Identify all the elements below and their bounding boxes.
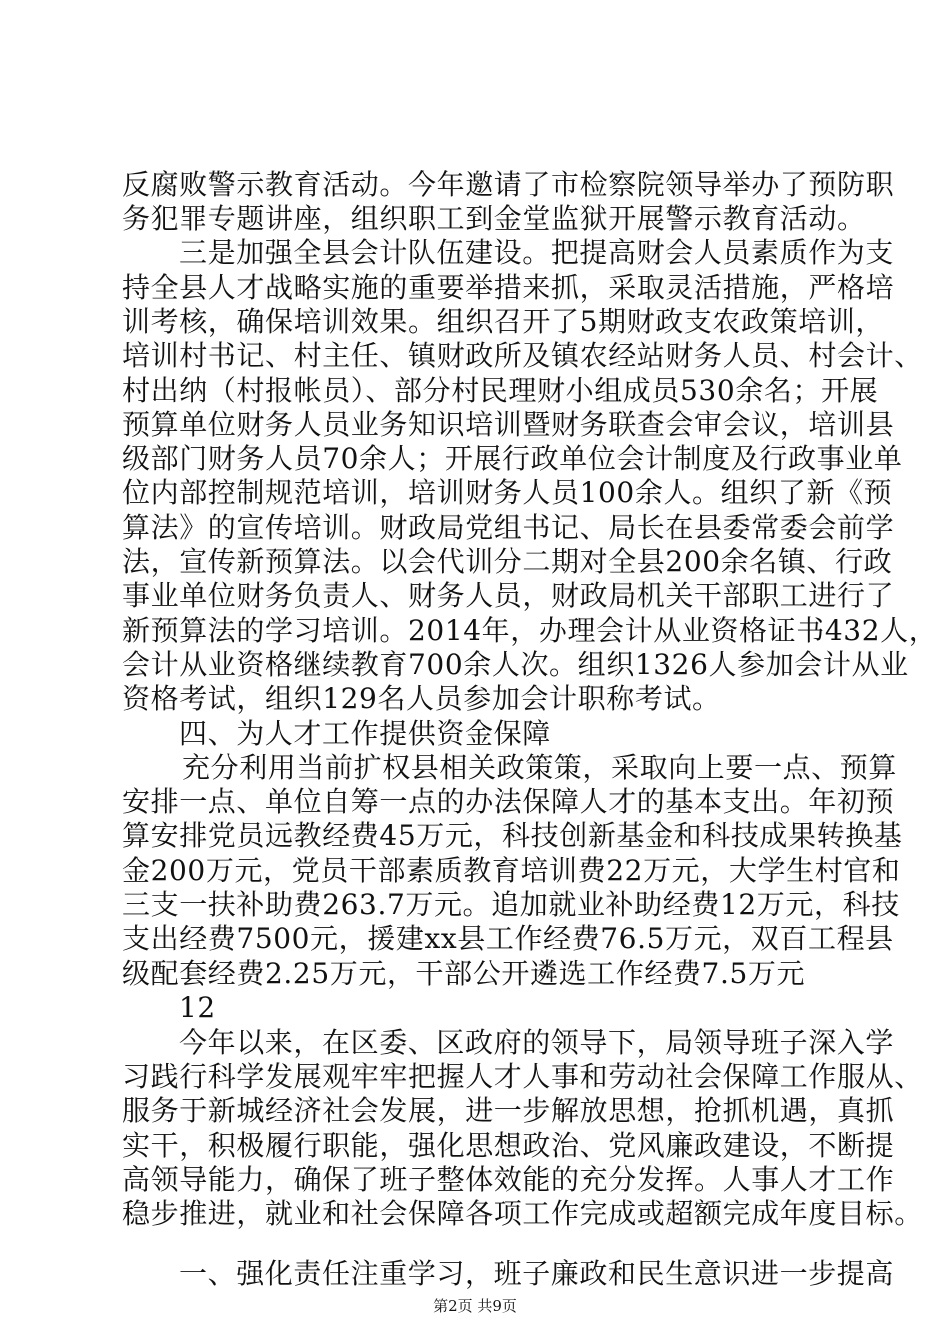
section-heading: 一、强化责任注重学习，班子廉政和民生意识进一步提高	[179, 1257, 895, 1290]
text-line: 新预算法的学习培训。2014年，办理会计从业资格证书432人，	[122, 614, 938, 647]
text-line: 培训村书记、村主任、镇财政所及镇农经站财务人员、村会计、	[122, 339, 923, 372]
text-line: 三支一扶补助费263.7万元。追加就业补助经费12万元，科技	[122, 888, 900, 921]
text-line: 级部门财务人员70余人；开展行政单位会计制度及行政事业单	[122, 442, 903, 475]
text-line: 高领导能力，确保了班子整体效能的充分发挥。人事人才工作	[122, 1163, 895, 1196]
text-line: 金200万元，党员干部素质教育培训费22万元，大学生村官和	[122, 854, 901, 887]
text-line: 安排一点、单位自筹一点的办法保障人才的基本支出。年初预	[122, 785, 895, 818]
number-line: 12	[179, 991, 216, 1024]
section-heading: 四、为人才工作提供资金保障	[179, 717, 551, 750]
text-line: 预算单位财务人员业务知识培训暨财务联查会审会议，培训县	[122, 408, 895, 441]
text-line: 事业单位财务负责人、财务人员，财政局机关干部职工进行了	[122, 579, 895, 612]
text-line: 法，宣传新预算法。以会代训分二期对全县200余名镇、行政	[122, 545, 893, 578]
text-line: 习践行科学发展观牢牢把握人才人事和劳动社会保障工作服从、	[122, 1060, 923, 1093]
text-line: 实干，积极履行职能，强化思想政治、党风廉政建设，不断提	[122, 1129, 895, 1162]
text-line: 支出经费7500元，援建xx县工作经费76.5万元，双百工程县	[122, 922, 894, 955]
text-line: 三是加强全县会计队伍建设。把提高财会人员素质作为支	[179, 236, 895, 269]
page-footer: 第2页 共9页	[433, 1297, 517, 1315]
text-line: 资格考试，组织129名人员参加会计职称考试。	[122, 682, 721, 715]
text-line: 训考核，确保培训效果。组织召开了5期财政支农政策培训，	[122, 305, 885, 338]
text-line: 会计从业资格继续教育700余人次。组织1326人参加会计从业	[122, 648, 909, 681]
text-line: 务犯罪专题讲座，组织职工到金堂监狱开展警示教育活动。	[122, 202, 866, 235]
text-line: 位内部控制规范培训，培训财务人员100余人。组织了新《预	[122, 476, 893, 509]
text-line: 算法》的宣传培训。财政局党组书记、局长在县委常委会前学	[122, 511, 895, 544]
text-line: 算安排党员远教经费45万元，科技创新基金和科技成果转换基	[122, 819, 903, 852]
text-line: 今年以来，在区委、区政府的领导下，局领导班子深入学	[179, 1026, 895, 1059]
text-line: 充分利用当前扩权县相关政策策，采取向上要一点、预算	[182, 751, 898, 784]
text-line: 稳步推进，就业和社会保障各项工作完成或超额完成年度目标。	[122, 1197, 923, 1230]
text-line: 服务于新城经济社会发展，进一步解放思想，抢抓机遇，真抓	[122, 1094, 895, 1127]
text-line: 村出纳（村报帐员）、部分村民理财小组成员530余名；开展	[122, 374, 879, 407]
text-line: 持全县人才战略实施的重要举措来抓，采取灵活措施，严格培	[122, 271, 895, 304]
text-line: 反腐败警示教育活动。今年邀请了市检察院领导举办了预防职	[122, 168, 895, 201]
text-line: 级配套经费2.25万元，干部公开遴选工作经费7.5万元	[122, 957, 806, 990]
